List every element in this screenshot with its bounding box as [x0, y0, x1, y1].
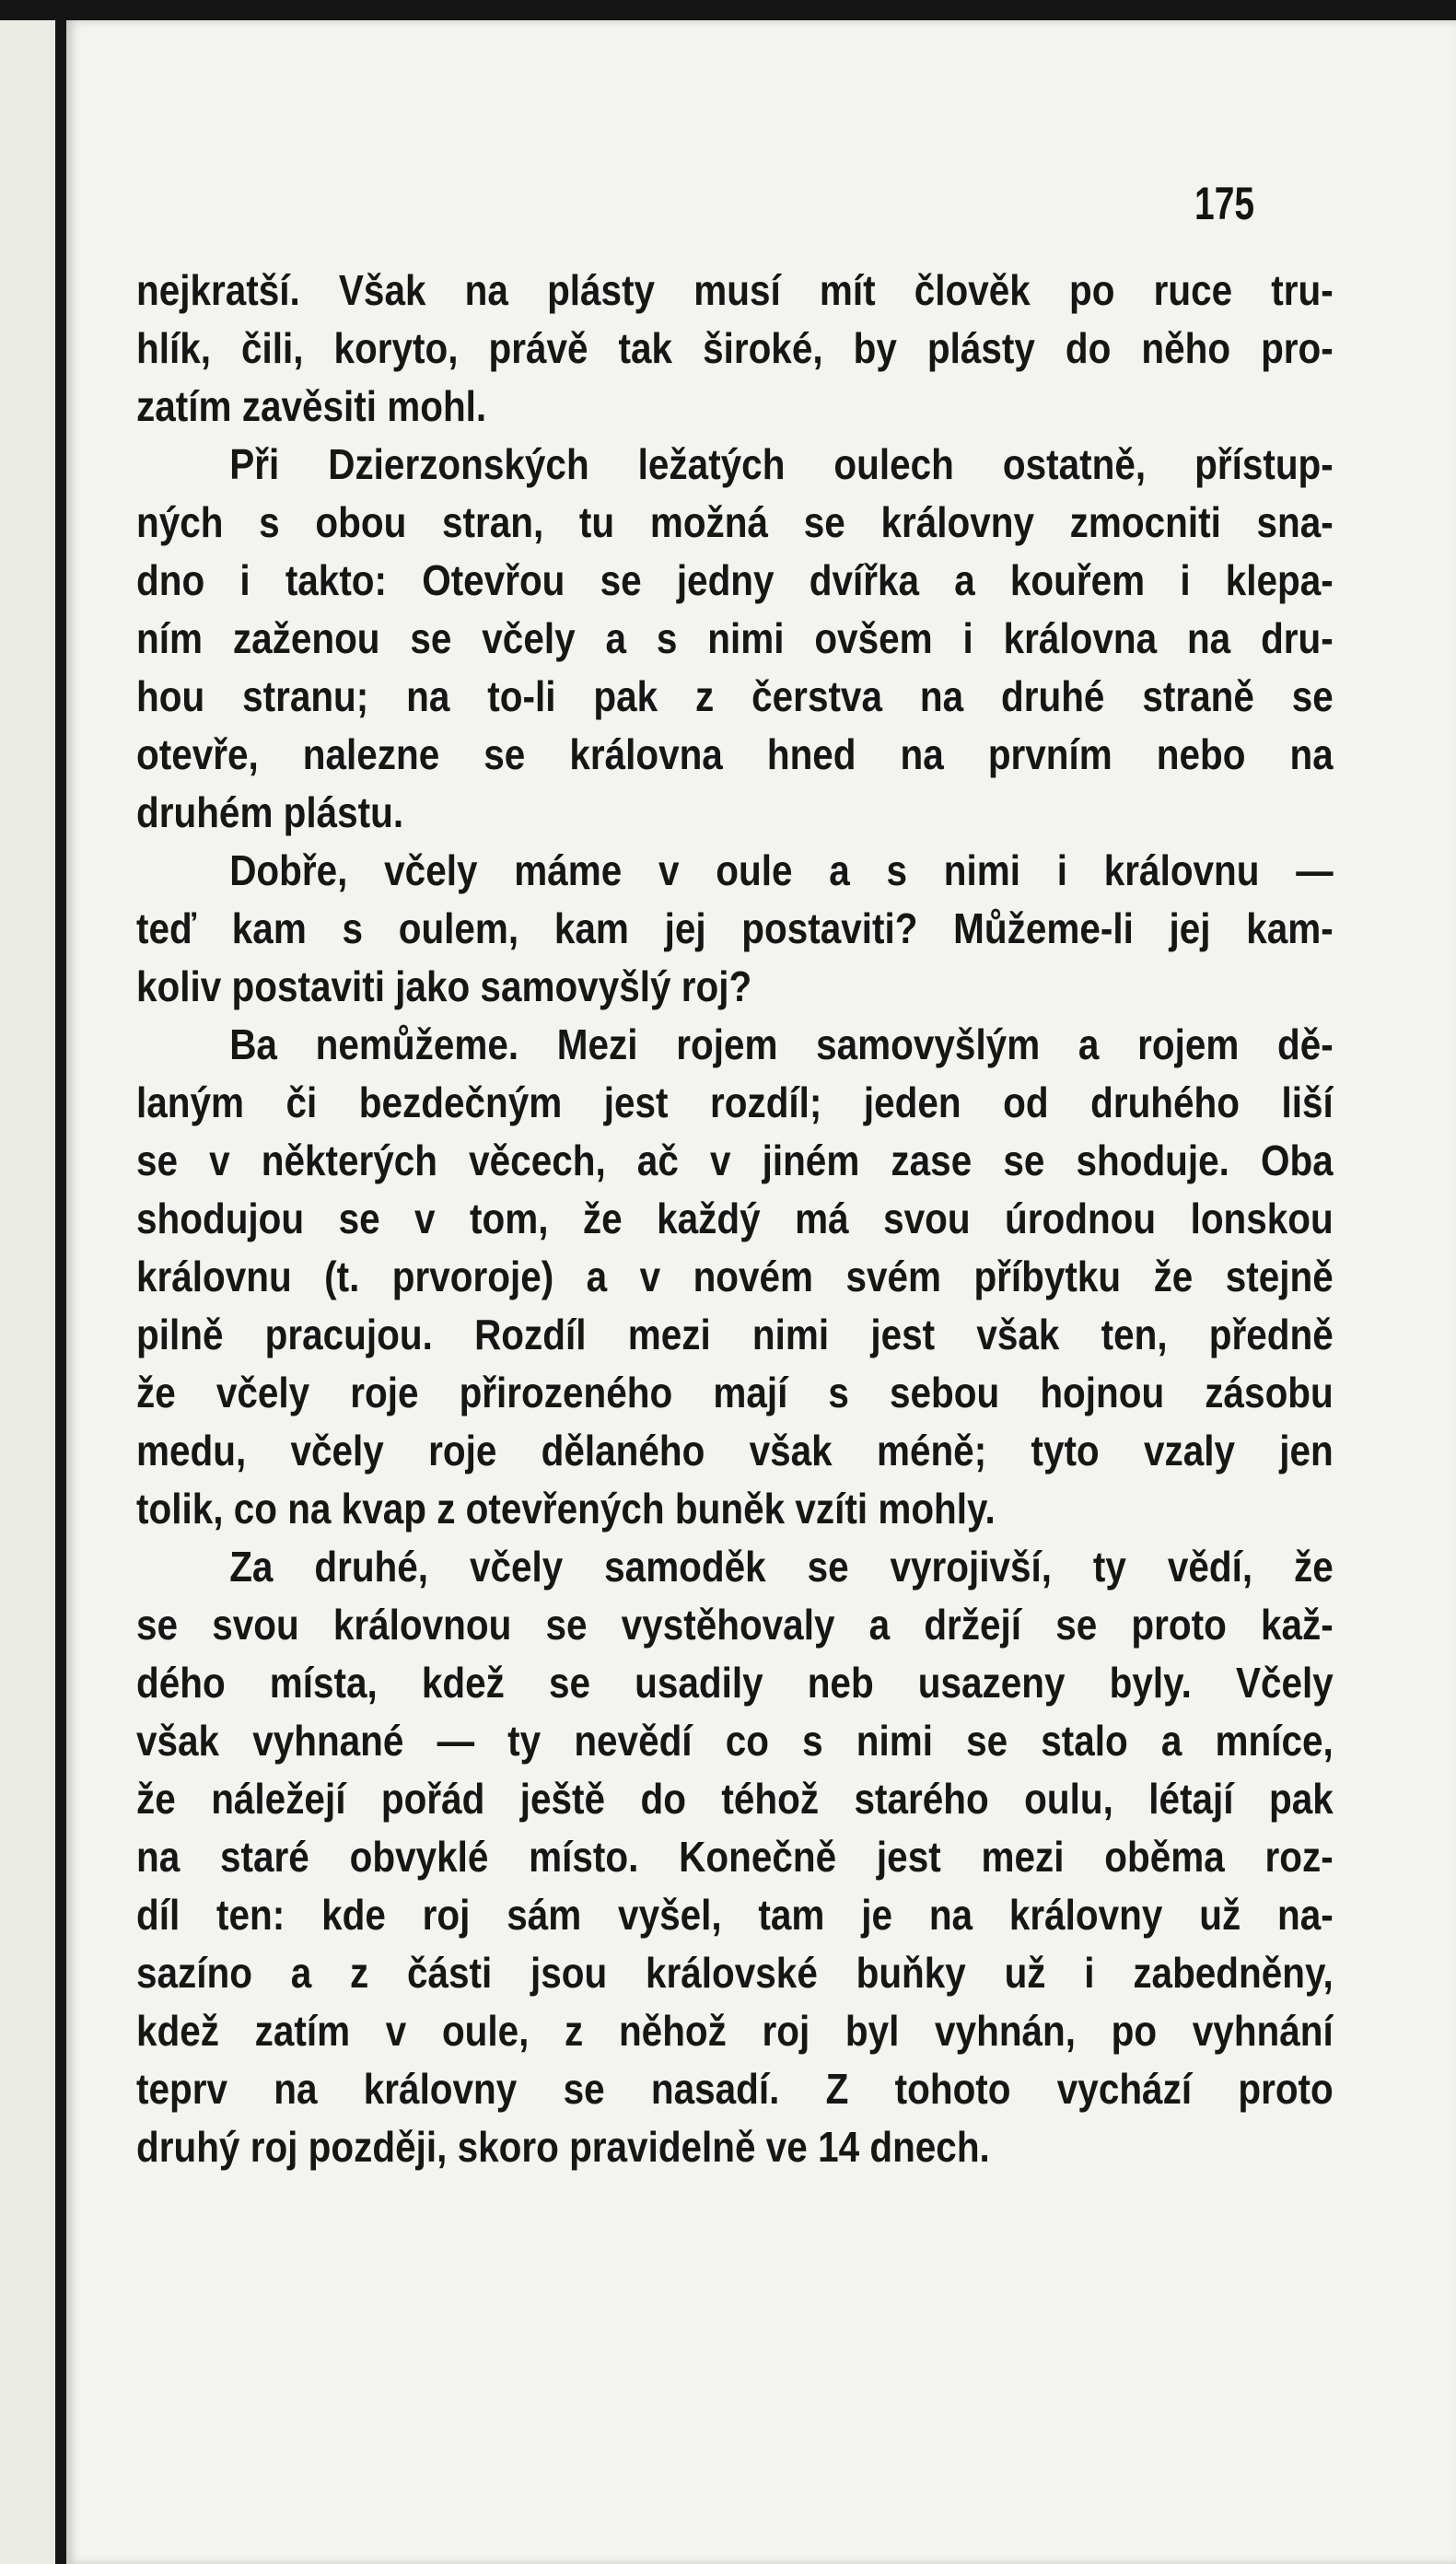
text-line: však vyhnané — ty nevědí co s nimi se stalo a mníce,: [136, 1717, 1334, 1765]
text-line: druhý roj později, skoro pravidelně ve 14 dnech.: [136, 2123, 990, 2171]
text-line: druhém plástu.: [136, 788, 404, 836]
text-line: ním zaženou se včely a s nimi ovšem i královna na dru-: [136, 614, 1334, 662]
text-line: díl ten: kde roj sám vyšel, tam je na královny už na-: [136, 1891, 1334, 1939]
text-line: královnu (t. prvoroje) a v novém svém příbytku že stejně: [136, 1253, 1334, 1300]
text-line: otevře, nalezne se královna hned na prvním nebo na: [136, 730, 1334, 778]
text-line: Při Dzierzonských ležatých oulech ostatně, přístup-: [229, 440, 1334, 488]
text-line: hlík, čili, koryto, právě tak široké, by plásty do něho pro-: [136, 324, 1334, 372]
facing-page-edge: [0, 20, 55, 2564]
text-line: že náležejí pořád ještě do téhož starého oulu, létají pak: [136, 1775, 1334, 1823]
page-number: 175: [1194, 178, 1255, 229]
text-line: Dobře, včely máme v oule a s nimi i královnu —: [229, 846, 1334, 894]
text-line: medu, včely roje dělaného však méně; tyto vzaly jen: [136, 1427, 1334, 1474]
text-line: dého místa, kdež se usadily neb usazeny byly. Včely: [136, 1659, 1334, 1707]
text-line: Za druhé, včely samoděk se vyrojivší, ty vědí, že: [229, 1543, 1334, 1591]
text-line: laným či bezdečným jest rozdíl; jeden od druhého liší: [136, 1078, 1334, 1126]
text-line: kdež zatím v oule, z něhož roj byl vyhnán, po vyhnání: [136, 2007, 1334, 2055]
text-line: nejkratší. Však na plásty musí mít člověk po ruce tru-: [136, 266, 1334, 314]
body-text: [136, 262, 1334, 2176]
text-line: se svou královnou se vystěhovaly a držejí se proto kaž-: [136, 1601, 1334, 1649]
text-line: teď kam s oulem, kam jej postaviti? Můžeme-li jej kam-: [136, 904, 1334, 952]
text-line: ných s obou stran, tu možná se královny zmocniti sna-: [136, 498, 1334, 546]
text-line: dno i takto: Otevřou se jedny dvířka a kouřem i klepa-: [136, 556, 1334, 604]
text-line: tolik, co na kvap z otevřených buněk vzíti mohly.: [136, 1485, 996, 1533]
text-line: že včely roje přirozeného mají s sebou hojnou zásobu: [136, 1369, 1334, 1416]
text-line: na staré obvyklé místo. Konečně jest mezi oběma roz-: [136, 1833, 1334, 1881]
text-line: zatím zavěsiti mohl.: [136, 382, 487, 430]
text-line: shodujou se v tom, že každý má svou úrodnou lonskou: [136, 1195, 1334, 1242]
text-line: se v některých věcech, ač v jiném zase se shoduje. Oba: [136, 1136, 1334, 1184]
text-line: teprv na královny se nasadí. Z tohoto vychází proto: [136, 2065, 1334, 2113]
text-line: sazíno a z části jsou královské buňky už i zabedněny,: [136, 1949, 1334, 1997]
page-sheet: [66, 20, 1456, 2564]
text-line: pilně pracujou. Rozdíl mezi nimi jest však ten, předně: [136, 1311, 1334, 1358]
text-line: hou stranu; na to-li pak z čerstva na druhé straně se: [136, 672, 1334, 720]
text-line: Ba nemůžeme. Mezi rojem samovyšlým a rojem dě-: [229, 1020, 1334, 1068]
text-line: koliv postaviti jako samovyšlý roj?: [136, 962, 752, 1010]
